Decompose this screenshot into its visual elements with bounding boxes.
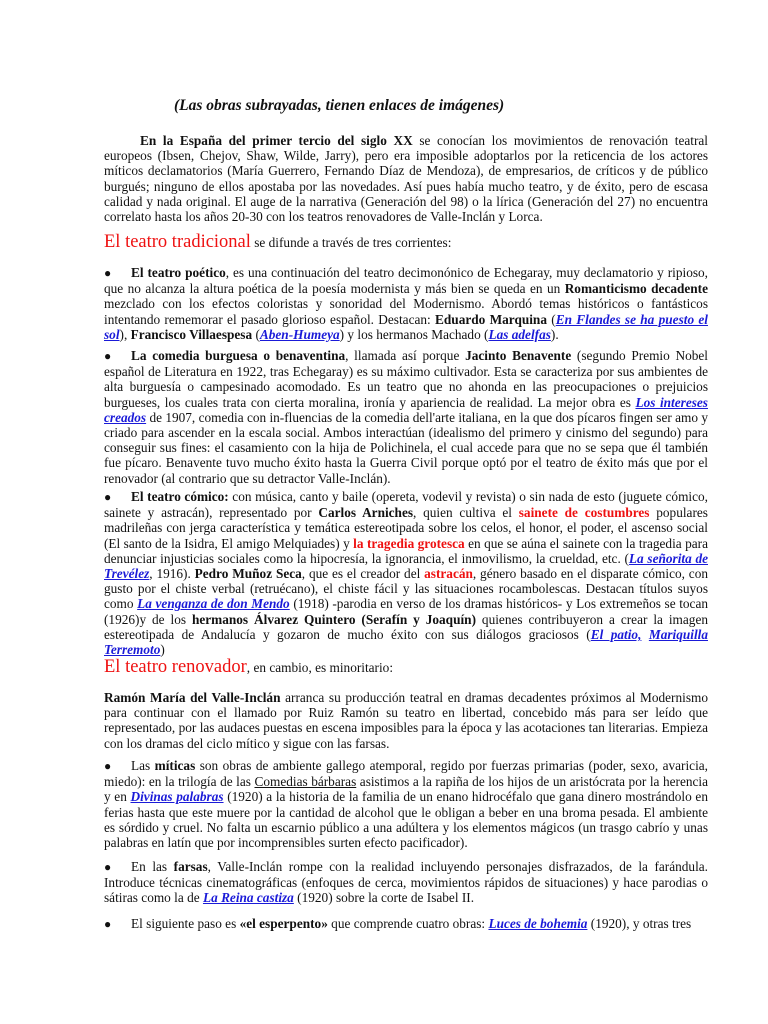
link-la-venganza-de-don-mendo[interactable]: La venganza de don Mendo (137, 596, 290, 612)
paragraph-comedia-burguesa: ● La comedia burguesa o benaventina, llamada así porque Jacinto Benavente (segundo Premio Nobel español de Literatura en 1922, tras Echegaray) es su máximo cultivador. Esta se caracteriza por sus ambientes de alta burguesía o campesinado acomodado. Es un teatro que no ahonda en las preocupaciones o prejuicios burgueses, los cuales trata con cierta moralina, ironía y apariencia de realidad. La mejor obra es Los intereses creados de 1907, comedia con in-fluencias de la comedia dell'arte italiana, en la que dos pícaros fingen ser amo y criado para ascender en la escala social. Ambos interactúan (idealismo del primero y cinismo del segundo) para conseguir sus fines: el casamiento con la hija de Polichinela, el cual accede para que no se sepa que él también fue pícaro. Benavente tuvo mucho éxito hasta la Guerra Civil porque optó por el teatro de éxito más que por el renovador (al contrario que su detractor Valle-Inclán). (104, 348, 708, 486)
link-las-adelfas[interactable]: Las adelfas (488, 326, 551, 342)
heading-renovador (104, 657, 393, 678)
heading-tradicional (104, 232, 451, 253)
paragraph-valle-inclan: Ramón María del Valle-Inclán arranca su producción teatral en dramas decadentes próximos al Modernismo para continuar con el llamado por Ruiz Ramón su teatro en libertad, concebido más para ser leído que representado, por las audaces puestas en escena imposibles para la época y las acotaciones tan literarias. Empieza con los dramas del ciclo mítico y sigue con las farsas. (104, 690, 708, 751)
comedia-title: La comedia burguesa o benaventina (131, 348, 346, 363)
link-luces-de-bohemia[interactable]: Luces de bohemia (488, 916, 588, 931)
heading-renovador-rest: , en cambio, es minoritario: (246, 660, 394, 675)
bullet-icon: ● (104, 349, 112, 363)
bullet-icon: ● (104, 917, 112, 931)
link-mariquilla-terremoto[interactable]: Mariquilla Terremoto (104, 626, 708, 658)
comedias-barbaras-underlined[interactable]: Comedias bárbaras (254, 774, 357, 790)
poetico-title: El teatro poético (131, 265, 226, 280)
link-la-senorita-de-trevelez[interactable]: La señorita de Trevélez (104, 550, 708, 582)
link-el-patio[interactable]: El patio, (590, 626, 642, 642)
bullet-icon: ● (104, 759, 112, 773)
link-divinas-palabras[interactable]: Divinas palabras (130, 789, 224, 805)
heading-tradicional-rest: se difunde a través de tres corrientes: (250, 235, 452, 250)
heading-tradicional-title: El teatro tradicional (104, 232, 251, 252)
link-la-reina-castiza[interactable]: La Reina castiza (202, 890, 294, 906)
intro-paragraph (104, 133, 708, 224)
bullet-icon: ● (104, 266, 112, 280)
comico-title: El teatro cómico: (131, 489, 229, 504)
bullet-icon: ● (104, 860, 112, 874)
bullet-icon: ● (104, 490, 112, 504)
page-subtitle: (Las obras subrayadas, tienen enlaces de imágenes) (174, 97, 505, 114)
link-los-intereses-creados[interactable]: Los intereses creados (104, 394, 708, 425)
heading-renovador-title: El teatro renovador (104, 657, 247, 677)
intro-lead: En la España del primer tercio del siglo XX (140, 133, 413, 148)
intro-text: se conocían los movimientos de renovación teatral europeos (Ibsen, Chejov, Shaw, Wilde, Jarry), pero era imposible adoptarlos por la reticencia de los actores míticos declamatorios (María Guerrero, Fernando Díaz de Mendoza), de empresarios, de críticos y de público burgués; ninguno de ellos apostaba por las novedades. Así pues había mucho teatro, y de éxito, pero de escasa calidad y nada original. El auge de la narrativa (Generación del 98) o la lírica (Generación del 27) no encuentra correlato hasta los años 20-30 con los teatros renovadores de Valle-Inclán y Lorca. (104, 133, 709, 225)
link-en-flandes[interactable]: En Flandes se ha puesto el sol (104, 311, 708, 342)
paragraph-teatro-comico: ● El teatro cómico: con música, canto y baile (opereta, vodevil y revista) o sin nada de esto (juguete cómico, sainete y astracán), representado por Carlos Arniches, quien cultiva el sainete de costumbres populares madrileñas con jerga característica y temática estereotipada sobre los celos, el honor, el poder, el ascenso social (El santo de la Isidra, El amigo Melquiades) y la tragedia grotesca en que se aúna el sainete con la tragedia para denunciar injusticias sociales como la hipocresía, la ignorancia, el inmovilismo, la crueldad, etc. (La señorita de Trevélez, 1916). Pedro Muñoz Seca, que es el creador del astracán, género basado en el disparate cómico, con gusto por el chiste verbal (retruécano), el chiste fácil y las situaciones rocambolescas. Destacan títulos suyos como La venganza de don Mendo (1918) -parodia en verso de los dramas históricos- y Los extremeños se tocan (1926)y de los hermanos Álvarez Quintero (Serafín y Joaquín) quienes contribuyeron a crear la imagen estereotipada de Andalucía y gozaron de mucho éxito con sus diálogos graciosos (El patio, Mariquilla Terremoto) (104, 489, 709, 658)
paragraph-miticas: ● Las míticas son obras de ambiente gallego atemporal, regido por fuerzas primarias (poder, sexo, avaricia, miedo): en la trilogía de las Comedias bárbaras asistimos a la rapiña de los hijos de un aristócrata por la herencia y en Divinas palabras (1920) a la historia de la familia de un enano hidrocéfalo que gana dinero mostrándolo en ferias hasta que este muere por la cantidad de alcohol que le obligan a beber en una broma pesada. El ambiente es sórdido y cruel. No falta un escarnio público a una adúltera y los elementos mágicos (un trasgo cabrío y unas palabras en latín que por incomprensibles surten efecto pacificador). (104, 758, 708, 851)
paragraph-farsas: ● En las farsas, Valle-Inclán rompe con la realidad incluyendo personajes disfrazados, de la farándula. Introduce técnicas cinematográficas (enfoques de cerca, movimientos rápidos de situaciones) y hace parodias o sátiras como la de La Reina castiza (1920) sobre la corte de Isabel II. (104, 859, 708, 906)
paragraph-teatro-poetico: ● El teatro poético, es una continuación del teatro decimonónico de Echegaray, muy declamatorio y ripioso, que no alcanza la altura poética de la poesía modernista y más bien se queda en un Romanticismo decadente mezclado con los efectos coloristas y sonoridad del Modernismo. Abordó temas históricos o fantásticos intentando rememorar el pasado glorioso español. Destacan: Eduardo Marquina (En Flandes se ha puesto el sol), Francisco Villaespesa (Aben-Humeya) y los hermanos Machado (Las adelfas). (104, 265, 709, 342)
link-aben-humeya[interactable]: Aben-Humeya (259, 326, 340, 342)
paragraph-esperpento: ● El siguiente paso es «el esperpento» que comprende cuatro obras: Luces de bohemia (1920), y otras tres (104, 916, 692, 931)
